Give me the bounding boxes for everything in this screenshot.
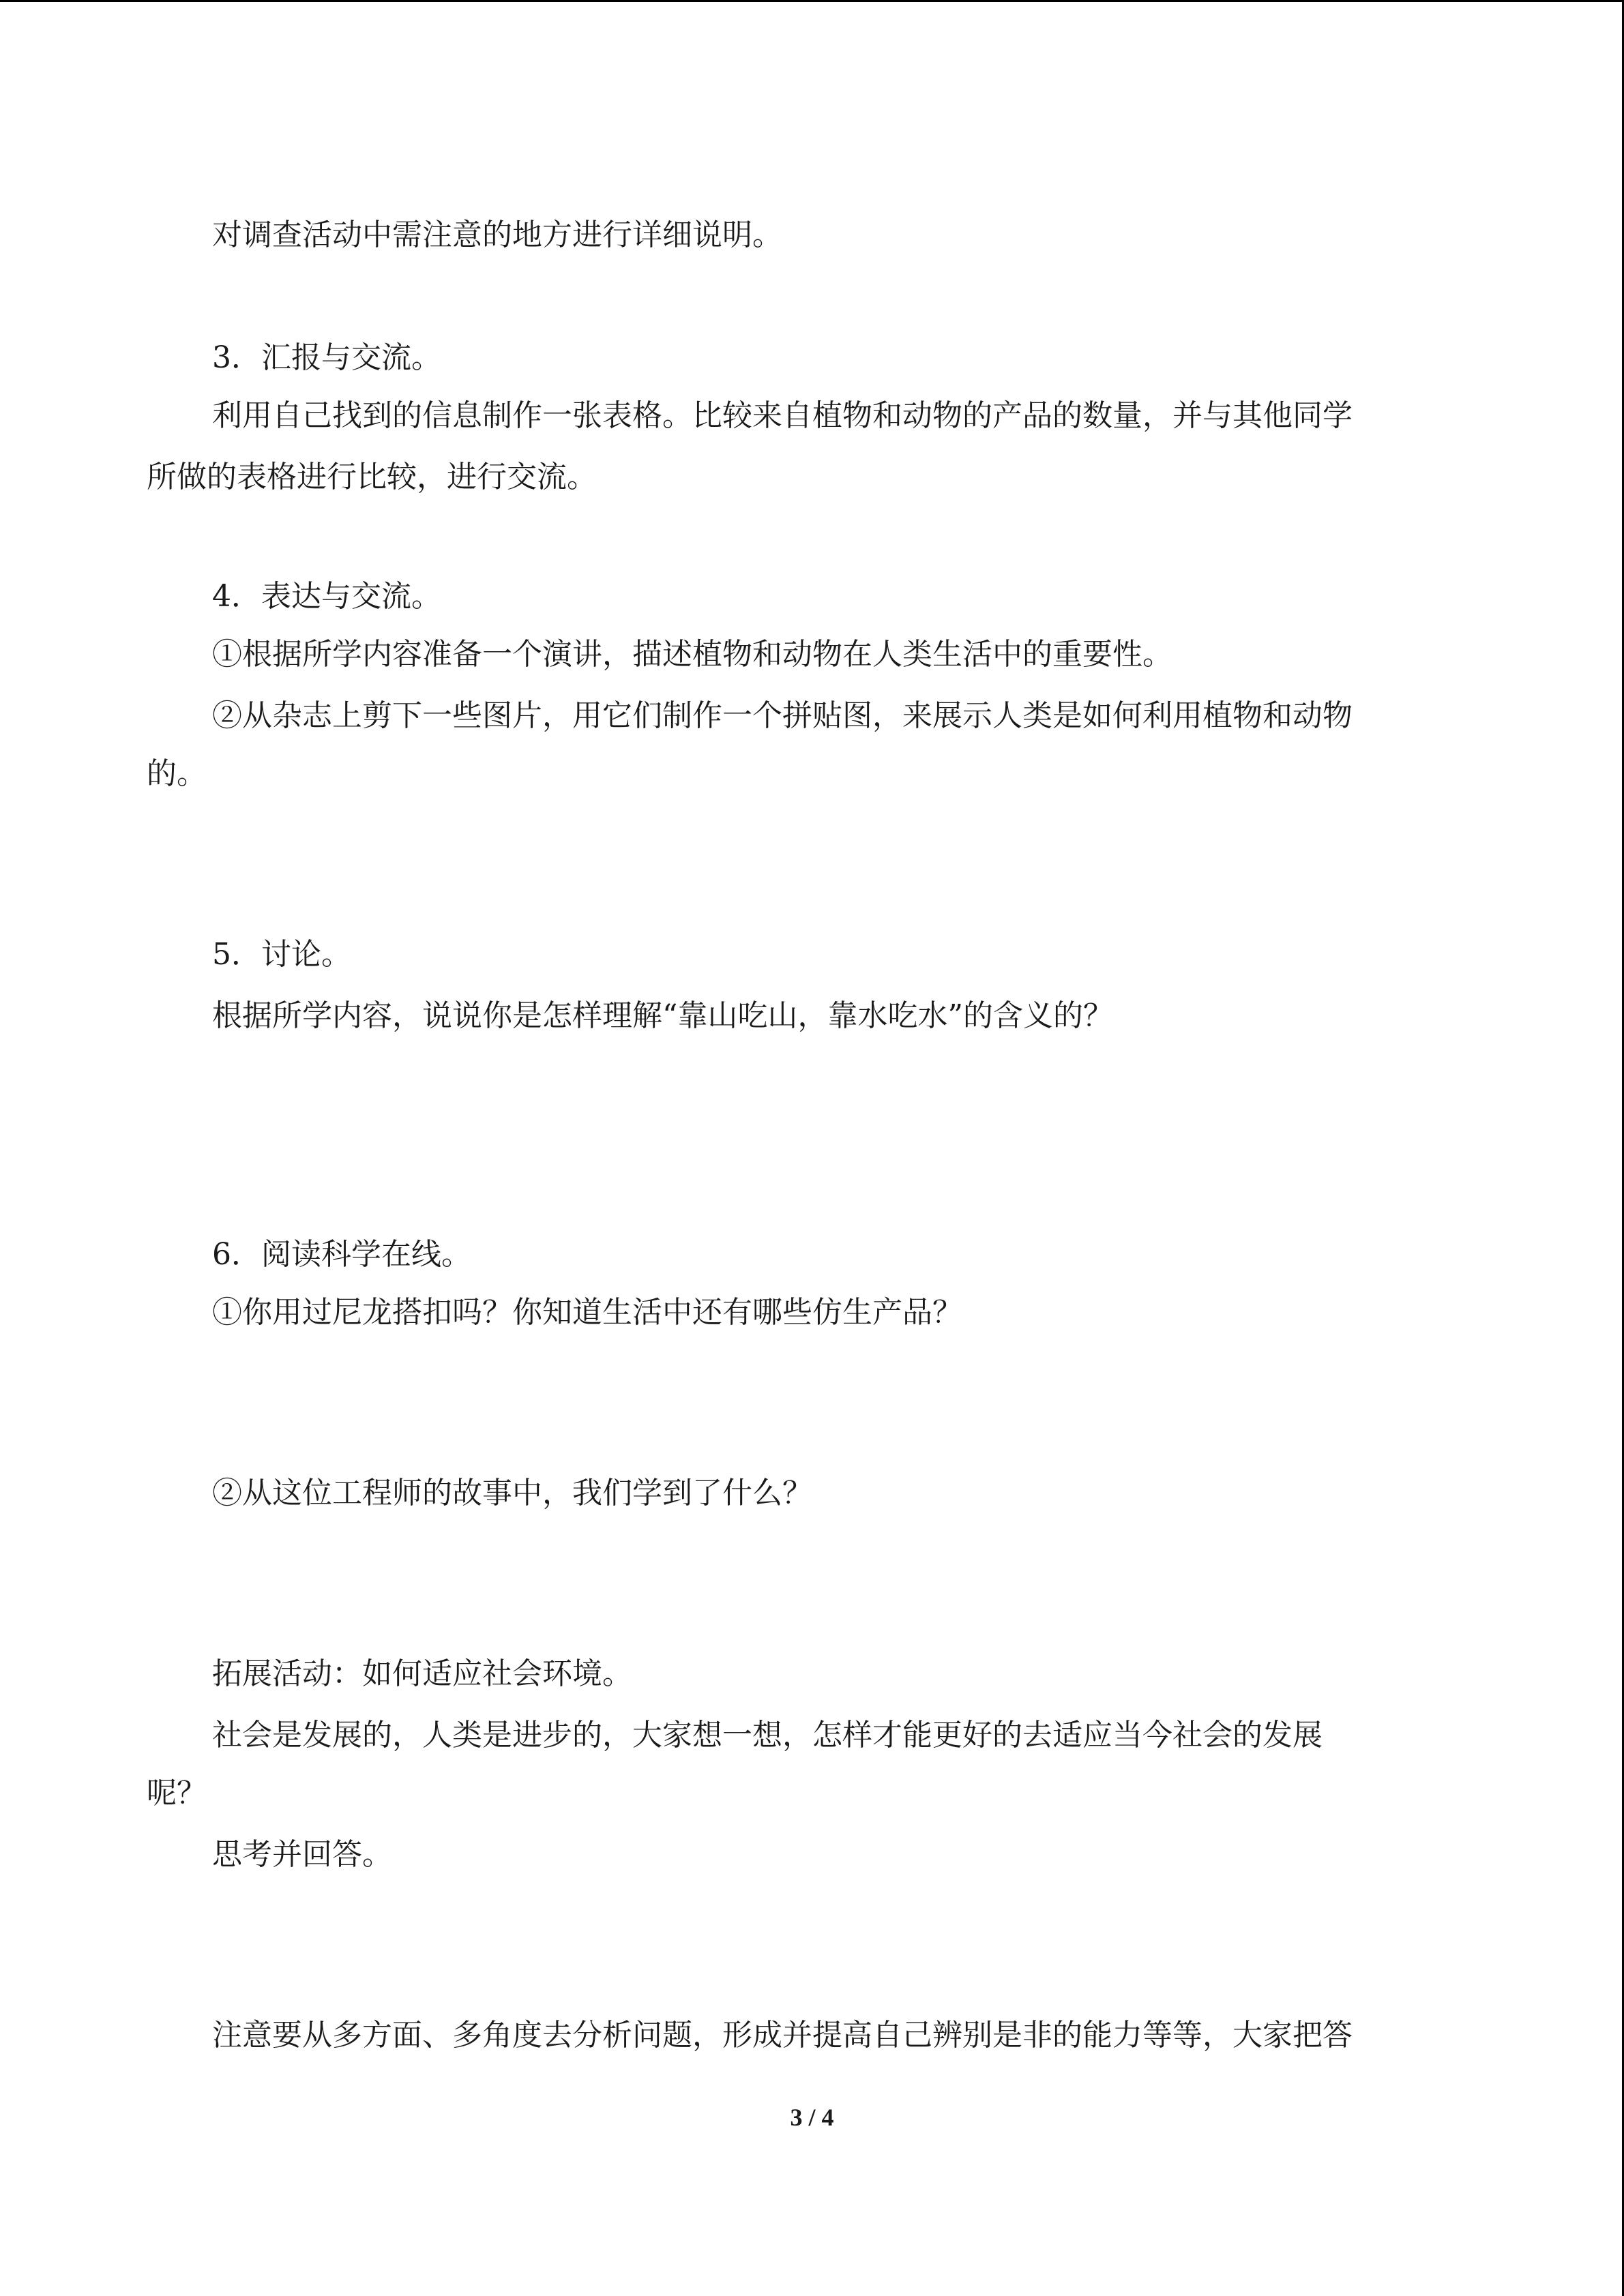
text-line: 呢？ (147, 1776, 207, 1810)
text-line: ①根据所学内容准备一个演讲，描述植物和动物在人类生活中的重要性。 (212, 637, 1172, 672)
page-number: 3 / 4 (790, 2104, 834, 2131)
text-line: ②从杂志上剪下一些图片，用它们制作一个拼贴图，来展示人类是如何利用植物和动物 (212, 698, 1353, 733)
text-line: ①你用过尼龙搭扣吗？你知道生活中还有哪些仿生产品？ (212, 1295, 962, 1330)
section-heading: 4．表达与交流。 (212, 579, 441, 614)
text-line: 利用自己找到的信息制作一张表格。比较来自植物和动物的产品的数量，并与其他同学 (212, 398, 1353, 433)
text-line: 所做的表格进行比较，进行交流。 (147, 460, 597, 494)
text-line: 社会是发展的，人类是进步的，大家想一想，怎样才能更好的去适应当今社会的发展 (212, 1718, 1323, 1753)
section-heading: 3．汇报与交流。 (212, 340, 441, 375)
section-heading: 拓展活动：如何适应社会环境。 (212, 1656, 632, 1691)
text-line: 的。 (147, 756, 207, 791)
text-line: 对调查活动中需注意的地方进行详细说明。 (212, 218, 782, 252)
text-line: 根据所学内容，说说你是怎样理解“靠山吃山，靠水吃水”的含义的？ (212, 998, 1113, 1033)
section-heading: 5．讨论。 (212, 937, 351, 972)
text-line: 注意要从多方面、多角度去分析问题，形成并提高自己辨别是非的能力等等，大家把答 (212, 2018, 1353, 2053)
section-heading: 6．阅读科学在线。 (212, 1237, 471, 1272)
text-line: ②从这位工程师的故事中，我们学到了什么？ (212, 1476, 812, 1510)
text-line: 思考并回答。 (212, 1837, 392, 1872)
